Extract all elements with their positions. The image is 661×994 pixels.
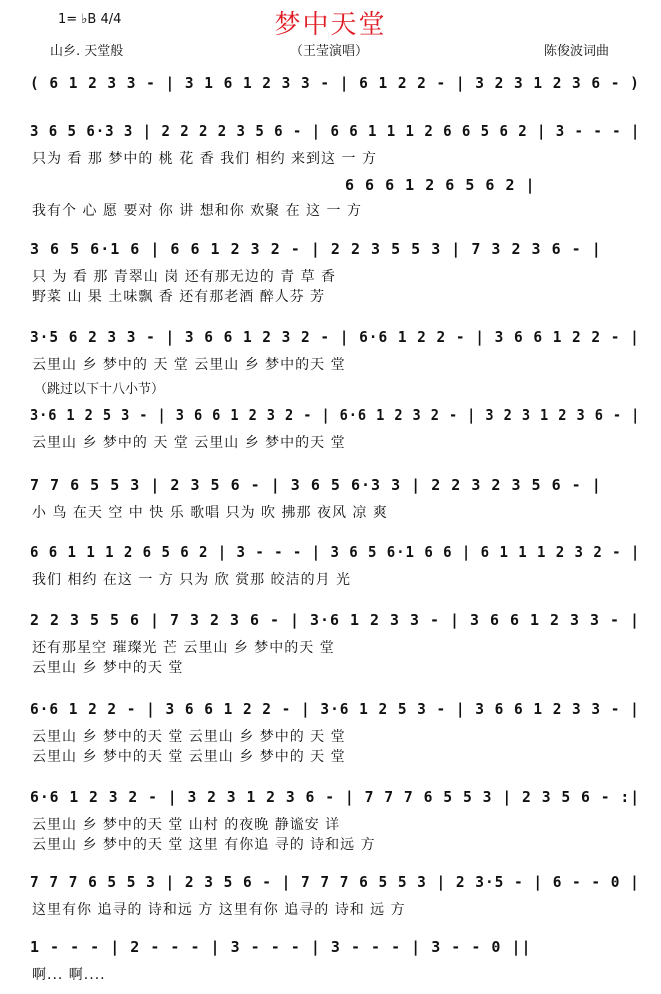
lyric-line: 我们 相约 在这 一 方 只为 欣 赏那 皎洁的月 光 xyxy=(32,572,352,588)
lyric-line: 云里山 乡 梦中的天 堂 这里 有你追 寻的 诗和远 方 xyxy=(32,837,376,853)
notation-line: 3·5 6 2 3 3 - | 3 6 6 1 2 3 2 - | 6·6 1 2 2 - | 3 6 6 1 2 2 - | xyxy=(30,328,640,346)
song-title: 梦中天堂 xyxy=(274,10,387,40)
lyric-line: 野菜 山 果 土味飘 香 还有那老酒 醉人芬 芳 xyxy=(32,289,326,305)
notation-line: 6·6 1 2 2 - | 3 6 6 1 2 2 - | 3·6 1 2 5 3 - | 3 6 6 1 2 3 3 - | xyxy=(30,700,640,718)
notation-line: 3 6 5 6·3 3 | 2 2 2 2 3 5 6 - | 6 6 1 1 1 2 6 6 5 6 2 | 3 - - - | xyxy=(30,122,641,140)
style-marking: 山乡. 天堂般 xyxy=(50,44,124,59)
notation-line: 3·6 1 2 5 3 - | 3 6 6 1 2 3 2 - | 6·6 1 2 3 2 - | 3 2 3 1 2 3 6 - | xyxy=(30,406,641,424)
lyric-line: 云里山 乡 梦中的 天 堂 云里山 乡 梦中的天 堂 xyxy=(32,357,346,373)
notation-line: 6 6 6 1 2 6 5 6 2 | xyxy=(345,176,536,194)
notation-line: 7 7 6 5 5 3 | 2 3 5 6 - | 3 6 5 6·3 3 | 2 2 3 2 3 5 6 - | xyxy=(30,476,602,494)
notation-line: 6 6 1 1 1 2 6 5 6 2 | 3 - - - | 3 6 5 6·1 6 6 | 6 1 1 1 2 3 2 - | xyxy=(30,543,641,561)
key-signature: 1= ♭B 4/4 xyxy=(58,12,122,27)
lyric-line: 云里山 乡 梦中的天 堂 山村 的夜晚 静谧安 详 xyxy=(32,817,341,833)
notation-line: 2 2 3 5 5 6 | 7 3 2 3 6 - | 3·6 1 2 3 3 - | 3 6 6 1 2 3 3 - | xyxy=(30,611,641,629)
singer-credit: （王莹演唱） xyxy=(290,44,369,59)
lyric-line: 只为 看 那 梦中的 桃 花 香 我们 相约 来到这 一 方 xyxy=(32,151,377,167)
lyric-line: 云里山 乡 梦中的天 堂 xyxy=(32,660,184,676)
notation-line: 3 6 5 6·1 6 | 6 6 1 2 3 2 - | 2 2 3 5 5 3 | 7 3 2 3 6 - | xyxy=(30,240,602,258)
skip-note: （跳过以下十八小节） xyxy=(34,382,165,397)
lyric-line: 还有那星空 璀璨光 芒 云里山 乡 梦中的天 堂 xyxy=(32,640,335,656)
notation-line: 1 - - - | 2 - - - | 3 - - - | 3 - - - | 3 - - 0 || xyxy=(30,938,532,956)
notation-line: 6·6 1 2 3 2 - | 3 2 3 1 2 3 6 - | 7 7 7 6 5 5 3 | 2 3 5 6 - :| xyxy=(30,788,641,806)
lyric-line: 这里有你 追寻的 诗和远 方 这里有你 追寻的 诗和 远 方 xyxy=(32,902,406,918)
lyric-line: 云里山 乡 梦中的 天 堂 云里山 乡 梦中的天 堂 xyxy=(32,435,346,451)
notation-line: 7 7 7 6 5 5 3 | 2 3 5 6 - | 7 7 7 6 5 5 3 | 2 3·5 - | 6 - - 0 | xyxy=(30,873,640,891)
lyric-line: 只 为 看 那 青翠山 岗 还有那无边的 青 草 香 xyxy=(32,269,337,285)
lyric-line: 小 鸟 在天 空 中 快 乐 歌唱 只为 吹 拂那 夜风 凉 爽 xyxy=(32,505,388,521)
lyric-line: 我有个 心 愿 要对 你 讲 想和你 欢聚 在 这 一 方 xyxy=(32,203,362,219)
lyric-line: 啊... 啊.... xyxy=(32,967,106,983)
composer-credit: 陈俊波词曲 xyxy=(544,44,610,59)
lyric-line: 云里山 乡 梦中的天 堂 云里山 乡 梦中的 天 堂 xyxy=(32,729,346,745)
notation-line: ( 6 1 2 3 3 - | 3 1 6 1 2 3 3 - | 6 1 2 2 - | 3 2 3 1 2 3 6 - ) xyxy=(30,74,640,92)
lyric-line: 云里山 乡 梦中的天 堂 云里山 乡 梦中的 天 堂 xyxy=(32,749,346,765)
